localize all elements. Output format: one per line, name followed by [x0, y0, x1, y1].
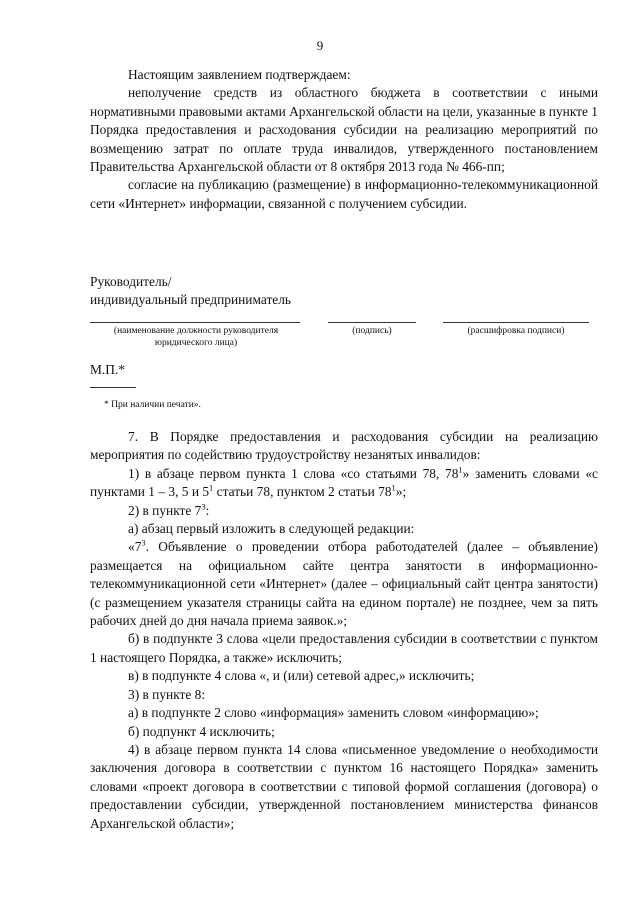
para-7: 7. В Порядке предоставления и расходования субсидии на реализацию мероприятия по содействию трудоустройству незанятых инвалидов:	[90, 429, 598, 463]
role-line-1: Руководитель/	[90, 274, 172, 289]
caption-signature: (подпись)	[352, 326, 392, 336]
signature-line	[328, 322, 416, 323]
position-line	[90, 322, 300, 323]
footnote-separator	[90, 387, 136, 388]
item-2b: б) в подпункте 3 слова «цели предоставления субсидии в соответствии с пунктом 1 настоящего Порядка, а также» исключить;	[90, 631, 598, 665]
confirm-item-1: неполучение средств из областного бюджета в соответствии с иными нормативными правовыми актами Архангельской области на цели, указанные в пункте 1 Порядка предоставления и расходования субсидии на реализацию мероприятий по возмещению затрат по оплате труда инвалидов, утвержденного постановлением Правительства Архангельской области от 8 октября 2013 года № 466-пп;	[90, 85, 598, 175]
item-2: 2) в пункте $7^3$:	[128, 501, 210, 518]
item-1: 1) в абзаце первом пункта 1 слова «со статьями 78, $78^1$» заменить словами «с пунктами 1 – 3, 5 и $5^1$ статьи 78, пунктом 2 статьи $78^1$»;	[90, 464, 599, 500]
item-4: 4) в абзаце первом пункта 14 слова «письменное уведомление о необходимости заключения договора в соответствии с пунктом 16 настоящего Порядка» заменить словами «проект договора в соответствии с типовой формой соглашения (договора) о предоставлении субсидии, утвержденной постановлением министерства финансов Архангельской области»;	[90, 741, 598, 831]
signature-role	[90, 273, 291, 310]
stamp-mark: М.П.*	[90, 362, 125, 377]
confirm-item-2: согласие на публикацию (размещение) в информационно-телекоммуникационной сети «Интернет» информации, связанной с получением субсидии.	[90, 177, 598, 211]
item-3a: а) в подпункте 2 слово «информация» заменить словом «информацию»;	[128, 705, 539, 721]
amendments-section	[90, 428, 598, 833]
item-2c: в) в подпункте 4 слова «, и (или) сетевой адрес,» исключить;	[128, 668, 475, 684]
caption-decode: (расшифровка подписи)	[467, 326, 565, 336]
item-3: 3) в пункте 8:	[128, 686, 206, 702]
decode-line	[443, 322, 589, 323]
confirmation-section	[90, 66, 598, 213]
page-number: 9	[316, 38, 324, 53]
role-line-2: индивидуальный предприниматель	[90, 292, 292, 308]
item-2a: а) абзац первый изложить в следующей редакции:	[128, 521, 415, 537]
caption-position: (наименование должности руководителя юридического лица)	[113, 326, 279, 348]
footnote: * При наличии печати».	[104, 400, 201, 410]
item-3b: б) подпункт 4 исключить;	[128, 723, 275, 739]
quoted-paragraph: «$7^3$. Объявление о проведении отбора работодателей (далее – объявление) размещается на официальном сайте центра занятости в информационно-телекоммуникационной сети «Интернет» (далее – официальный сайт центра занятости) (с размещением указателя страницы сайта на едином портале) не позднее, чем за пять рабочих дней до дня начала приема заявок.»;	[90, 537, 598, 629]
confirm-intro: Настоящим заявлением подтверждаем:	[128, 67, 351, 82]
